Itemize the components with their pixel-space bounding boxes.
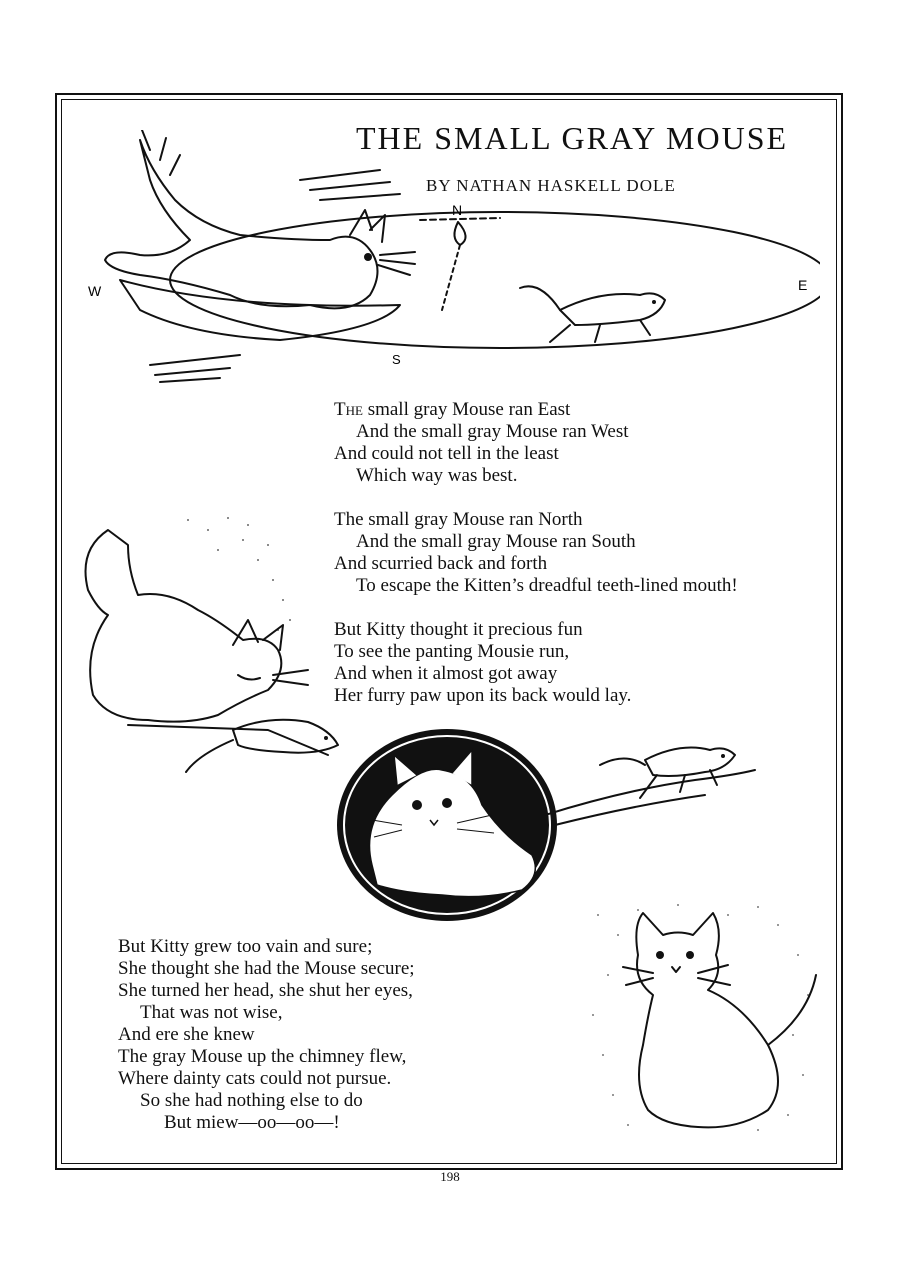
verse-line: That was not wise,	[140, 1002, 283, 1023]
running-mouse	[600, 748, 735, 798]
verse-line: Which way was best.	[356, 465, 518, 486]
stanza-3	[334, 619, 631, 707]
stanza-1	[334, 399, 629, 487]
sitting-kitten	[636, 913, 778, 1127]
verse-line: Where dainty cats could not pursue.	[118, 1068, 392, 1089]
verse-line	[334, 399, 629, 421]
cat-chasing-mouse-compass-illustration	[80, 130, 820, 390]
stipple-background	[592, 904, 809, 1131]
verse-line: And when it almost got away	[334, 663, 558, 684]
crouching-cat	[86, 530, 282, 722]
verse-line: The gray Mouse up the chimney flew,	[118, 1046, 407, 1067]
compass-east-label: E	[798, 277, 808, 293]
verse-line: The small gray Mouse ran North	[334, 509, 583, 530]
verse-line: She turned her head, she shut her eyes,	[118, 980, 413, 1001]
verse-line-rest: small gray Mouse ran East	[362, 399, 571, 420]
verse-line: To see the panting Mousie run,	[334, 641, 570, 662]
ground-shadow	[120, 170, 400, 382]
author-byline: BY NATHAN HASKELL DOLE	[426, 176, 676, 195]
running-mouse-illustration	[545, 730, 760, 840]
compass-west-label: W	[88, 283, 102, 299]
verse-line: To escape the Kitten’s dreadful teeth-lined mouth!	[356, 575, 738, 596]
page-number: 198	[440, 1169, 460, 1184]
stipple-background	[187, 517, 291, 631]
verse-line: And scurried back and forth	[334, 553, 548, 574]
running-mouse	[520, 286, 665, 342]
sitting-kitten-illustration	[578, 895, 828, 1145]
compass-needle-icon	[420, 218, 500, 310]
stanza-4	[118, 936, 415, 1134]
compass-north-label: N	[452, 202, 463, 218]
cat-crouching-over-mouse-illustration	[68, 500, 358, 790]
stanza-2	[334, 509, 738, 597]
compass-south-label: S	[392, 352, 401, 367]
verse-line: And the small gray Mouse ran West	[356, 421, 629, 442]
verse-line: But miew—oo—oo—!	[164, 1112, 340, 1133]
verse-line: Her furry paw upon its back would lay.	[334, 685, 632, 706]
verse-line: And ere she knew	[118, 1024, 255, 1045]
verse-line: But Kitty thought it precious fun	[334, 619, 583, 640]
verse-line-lead: The	[334, 399, 363, 420]
verse-line: And the small gray Mouse ran South	[356, 531, 636, 552]
verse-line: She thought she had the Mouse secure;	[118, 958, 415, 979]
kitten-portrait-circle-illustration	[332, 725, 562, 925]
verse-line: And could not tell in the least	[334, 443, 559, 464]
verse-line: But Kitty grew too vain and sure;	[118, 936, 373, 957]
poem-title: THE SMALL GRAY MOUSE	[356, 120, 789, 156]
verse-line: So she had nothing else to do	[140, 1090, 363, 1111]
compass-track-ellipse	[170, 212, 820, 348]
